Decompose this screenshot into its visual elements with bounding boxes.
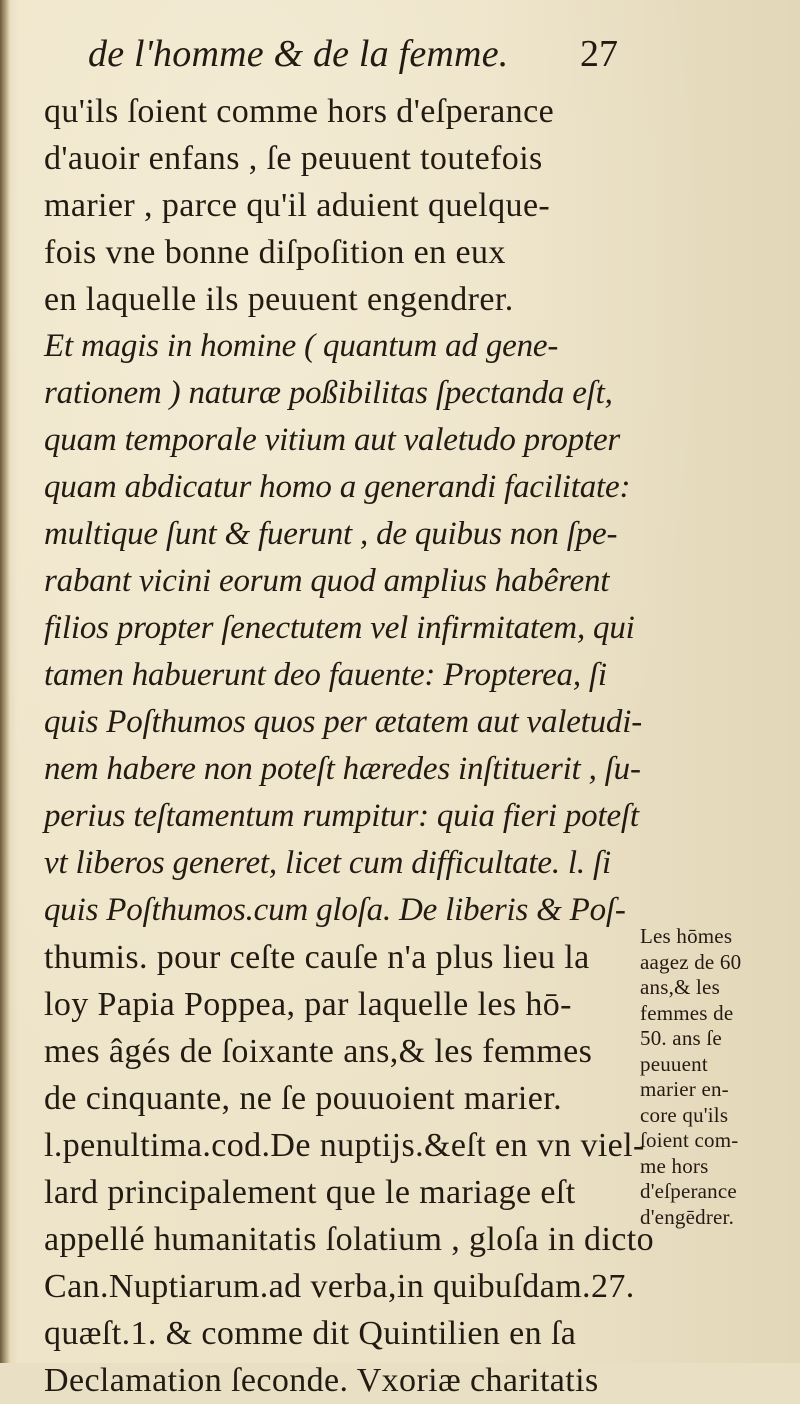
- text-line: en laquelle ils peuuent engendrer.: [44, 281, 514, 318]
- margin-line: ſoient com-: [640, 1128, 739, 1152]
- text-line: d'auoir enfans , ſe peuuent toutefois: [44, 140, 543, 177]
- margin-line: aagez de 60: [640, 949, 742, 974]
- latin-quote-line: rabant vicini eorum quod amplius habêrent: [44, 563, 610, 599]
- latin-quote-line: vt liberos generet, licet cum difficultate. l. ſi: [44, 845, 611, 881]
- latin-quote-line: tamen habuerunt deo fauente: Propterea, ſi: [44, 657, 607, 693]
- text-line: Declamation ſeconde. Vxoriæ charitatis: [44, 1362, 599, 1399]
- text-line: de cinquante, ne ſe pouuoient marier.: [44, 1080, 563, 1117]
- margin-line: Les hōmes: [640, 924, 733, 948]
- margin-line: femmes de: [640, 1000, 734, 1025]
- latin-quote-line: rationem ) naturæ poßibilitas ſpectanda eſt,: [44, 375, 613, 411]
- text-line: Can.Nuptiarum.ad verba,in quibuſdam.27.: [44, 1268, 635, 1305]
- text-line: lard principalement que le mariage eſt: [44, 1174, 576, 1211]
- text-line: l.penultima.cod.De nuptijs.&eſt en vn viel-: [44, 1127, 645, 1164]
- main-text-block: [44, 88, 655, 1404]
- margin-line: 50. ans ſe: [640, 1026, 722, 1050]
- latin-quote-line: quis Poſthumos.cum gloſa. De liberis & Poſ-: [44, 892, 626, 928]
- latin-quote-line: quam abdicatur homo a generandi facilitate:: [44, 469, 631, 505]
- running-head: de l'homme & de la femme.: [88, 33, 509, 75]
- text-line: fois vne bonne diſpoſition en eux: [44, 234, 506, 271]
- latin-quote-line: multique ſunt & fuerunt , de quibus non ſpe-: [44, 516, 618, 552]
- text-line: appellé humanitatis ſolatium , gloſa in dicto: [44, 1221, 655, 1258]
- latin-quote-line: filios propter ſenectutem vel infirmitatem, qui: [44, 610, 635, 646]
- margin-line: peuuent: [640, 1051, 708, 1076]
- latin-quote-line: quam temporale vitium aut valetudo propter: [44, 422, 621, 458]
- text-line: qu'ils ſoient comme hors d'eſperance: [44, 93, 555, 130]
- margin-line: core qu'ils: [640, 1102, 729, 1127]
- text-line: thumis. pour ceſte cauſe n'a plus lieu la: [44, 939, 590, 976]
- latin-quote-line: nem habere non poteſt hæredes inſtituerit , ſu-: [44, 751, 641, 787]
- page-header: [88, 32, 618, 88]
- marginal-note: [640, 924, 790, 1230]
- text-line: quæſt.1. & comme dit Quintilien en ſa: [44, 1315, 577, 1352]
- latin-quote-line: quis Poſthumos quos per ætatem aut valetudi-: [44, 704, 642, 740]
- margin-line: d'engēdrer.: [640, 1204, 735, 1229]
- text-line: mes âgés de ſoixante ans,& les femmes: [44, 1033, 593, 1070]
- margin-line: me hors: [640, 1153, 709, 1178]
- margin-line: marier en-: [640, 1077, 729, 1101]
- latin-quote-line: Et magis in homine ( quantum ad gene-: [44, 328, 559, 364]
- margin-line: d'eſperance: [640, 1179, 737, 1203]
- text-line: marier , parce qu'il aduient quelque-: [44, 187, 551, 224]
- page-number: 27: [580, 33, 618, 75]
- text-line: loy Papia Poppea, par laquelle les hō-: [44, 986, 572, 1023]
- margin-line: ans,& les: [640, 975, 720, 999]
- page-gutter: [0, 0, 10, 1363]
- latin-quote-line: perius teſtamentum rumpitur: quia fieri poteſt: [44, 798, 639, 834]
